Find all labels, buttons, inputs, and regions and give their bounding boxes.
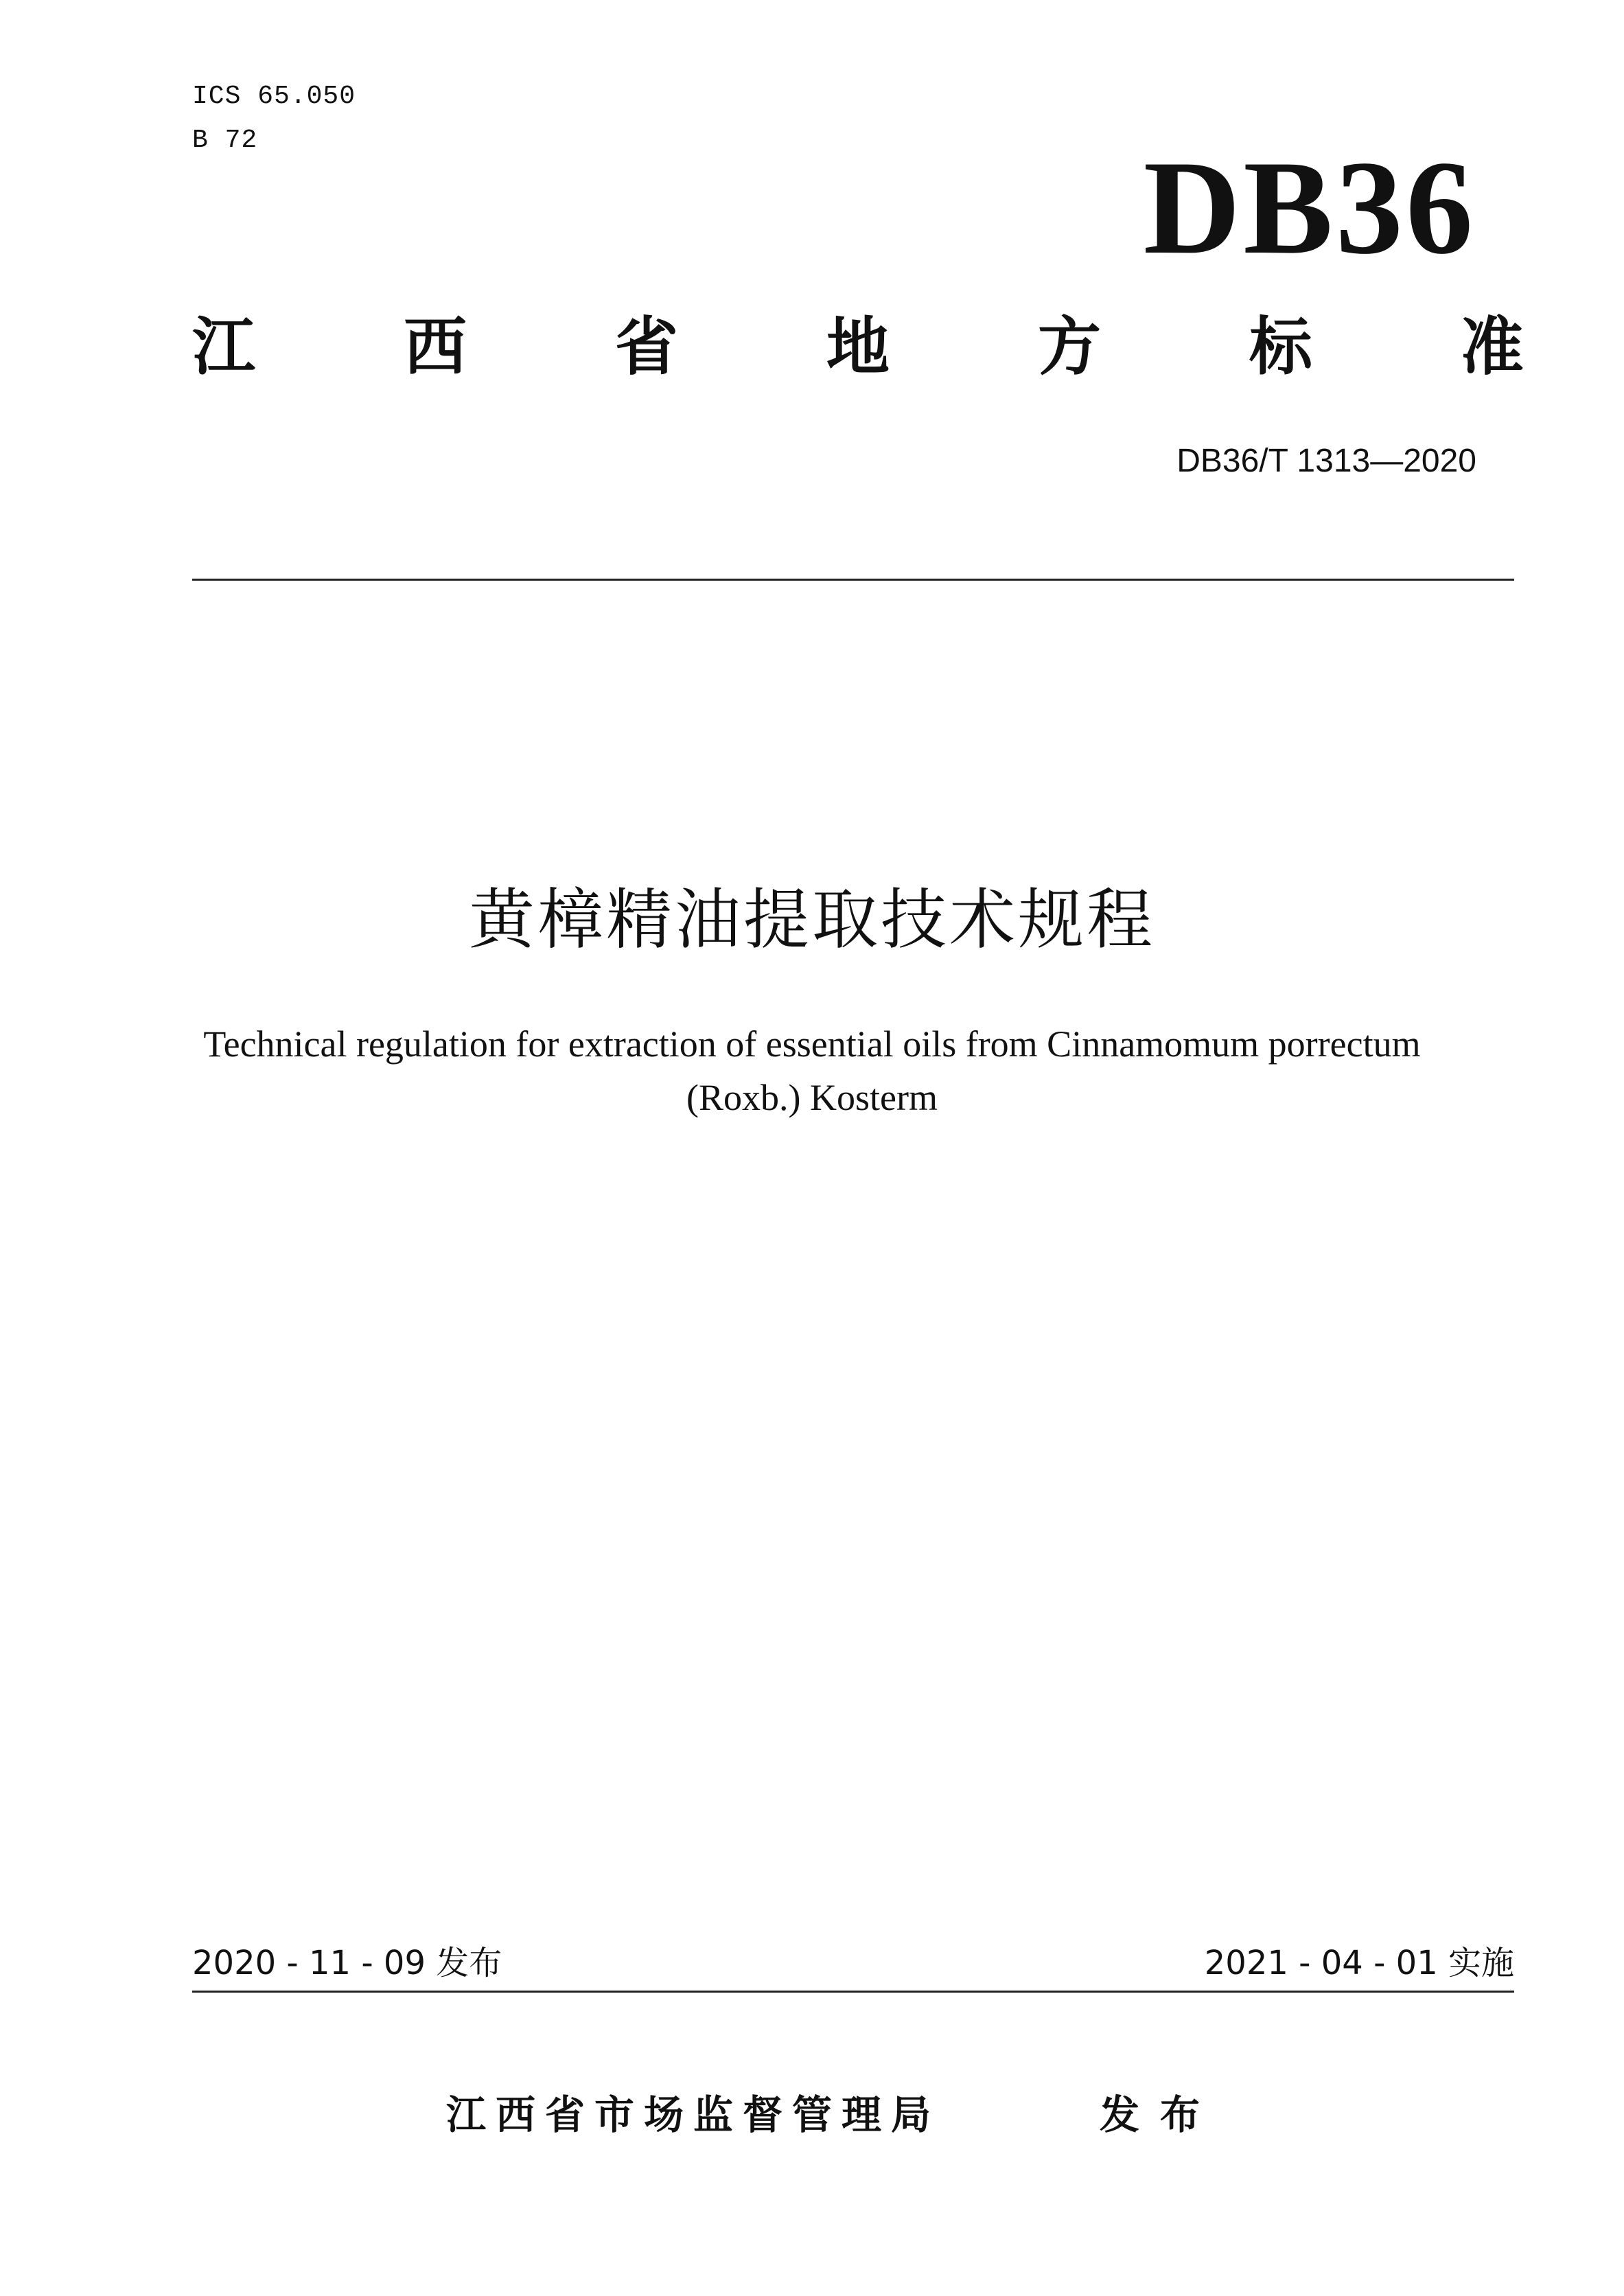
standard-type-char: 西 (403, 310, 467, 384)
standard-type-heading (192, 310, 1524, 384)
standard-number: DB36/T 1313—2020 (1176, 443, 1476, 479)
publisher-name: 江西省市场监督管理局 (446, 2091, 941, 2138)
top-divider (192, 579, 1514, 581)
title-english (0, 1017, 1624, 1124)
standard-type-char: 地 (826, 310, 890, 384)
standard-type-char: 江 (192, 310, 256, 384)
standard-type-char: 标 (1249, 310, 1312, 384)
ics-code: ICS 65.050 (192, 82, 356, 111)
standard-type-char: 准 (1460, 310, 1524, 384)
implementation-date: 2021 - 04 - 01 实施 (1204, 1944, 1514, 1982)
publisher-action: 发布 (1100, 2091, 1221, 2138)
db-code-logo: DB36 (1143, 133, 1476, 282)
title-english-line2: (Roxb.) Kosterm (686, 1077, 938, 1118)
standard-type-char: 方 (1037, 310, 1101, 384)
issue-date: 2020 - 11 - 09 发布 (192, 1944, 502, 1982)
title-chinese: 黄樟精油提取技术规程 (469, 881, 1155, 958)
classification-code: B 72 (192, 126, 258, 155)
bottom-divider (192, 1991, 1514, 1993)
standard-type-char: 省 (614, 310, 678, 384)
title-english-line1: Technical regulation for extraction of essential oils from Cinnamomum porrectum (203, 1023, 1421, 1065)
